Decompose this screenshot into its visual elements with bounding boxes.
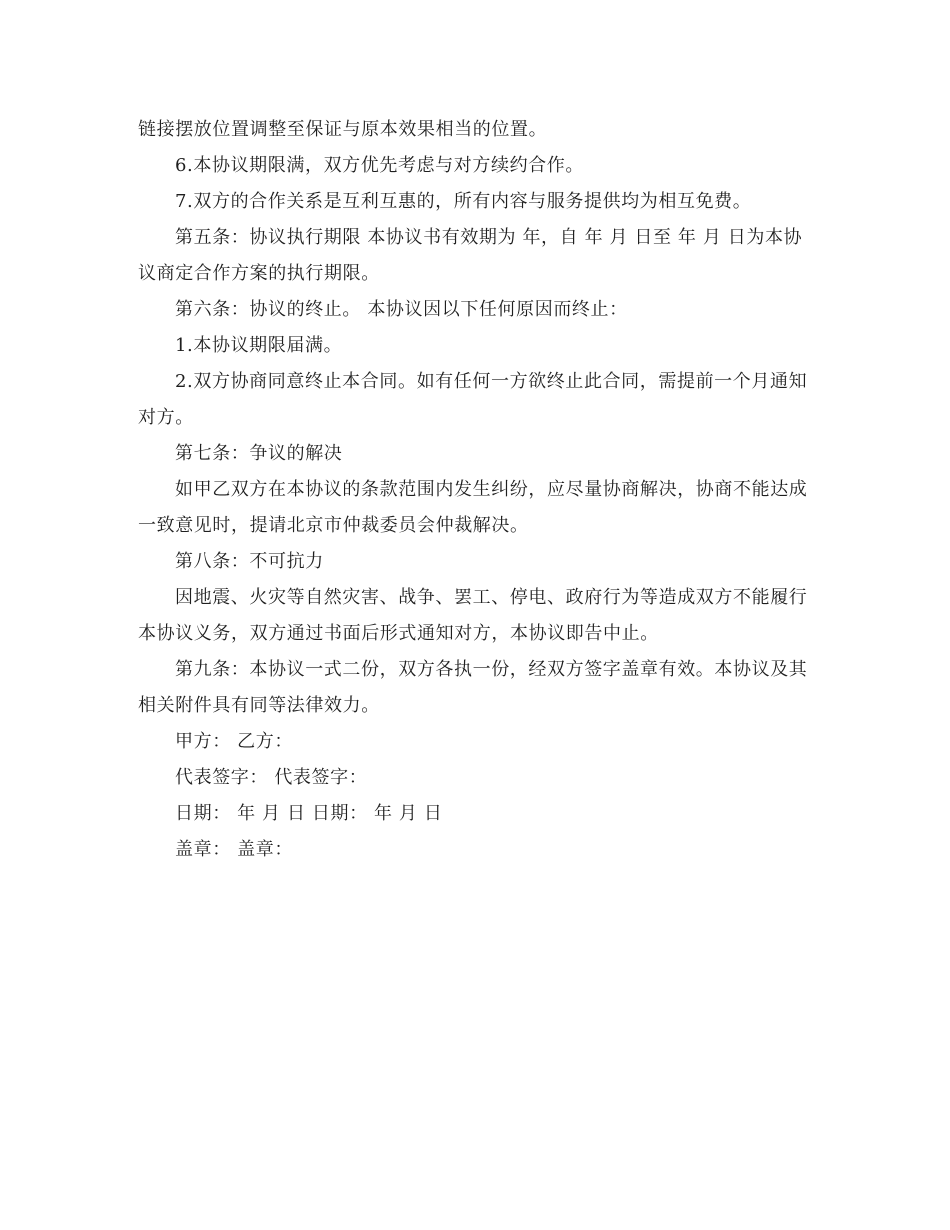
paragraph-article-9: 第九条：本协议一式二份，双方各执一份，经双方签字盖章有效。本协议及其相关附件具有同等法律效力。: [138, 659, 808, 716]
paragraph-article-7-body: 如甲乙双方在本协议的条款范围内发生纠纷，应尽量协商解决，协商不能达成一致意见时，提请北京市仲裁委员会仲裁解决。: [138, 479, 808, 536]
signature-seals: 盖章： 盖章：: [175, 839, 293, 860]
paragraph-article-7-title: 第七条：争议的解决: [175, 443, 343, 464]
paragraph-clause-7: 7.双方的合作关系是互利互惠的，所有内容与服务提供均为相互免费。: [175, 191, 752, 212]
signature-dates: 日期： 年 月 日 日期： 年 月 日: [175, 803, 443, 824]
paragraph-article-5: 第五条：协议执行期限 本协议书有效期为 年，自 年 月 日至 年 月 日为本协议商定合作方案的执行期限。: [138, 227, 803, 284]
paragraph-article-8-body: 因地震、火灾等自然灾害、战争、罢工、停电、政府行为等造成双方不能履行本协议义务，双方通过书面后形式通知对方，本协议即告中止。: [138, 587, 808, 644]
signature-parties: 甲方： 乙方：: [175, 731, 293, 752]
paragraph-link-placement: 链接摆放位置调整至保证与原本效果相当的位置。: [138, 119, 548, 140]
paragraph-termination-1: 1.本协议期限届满。: [175, 335, 343, 356]
paragraph-clause-6: 6.本协议期限满，双方优先考虑与对方续约合作。: [175, 155, 584, 176]
paragraph-article-8-title: 第八条：不可抗力: [175, 551, 324, 572]
paragraph-termination-2: 2.双方协商同意终止本合同。如有任何一方欲终止此合同，需提前一个月通知对方。: [138, 371, 808, 428]
paragraph-article-6: 第六条：协议的终止。 本协议因以下任何原因而终止：: [175, 299, 628, 320]
signature-representatives: 代表签字： 代表签字：: [175, 767, 368, 788]
